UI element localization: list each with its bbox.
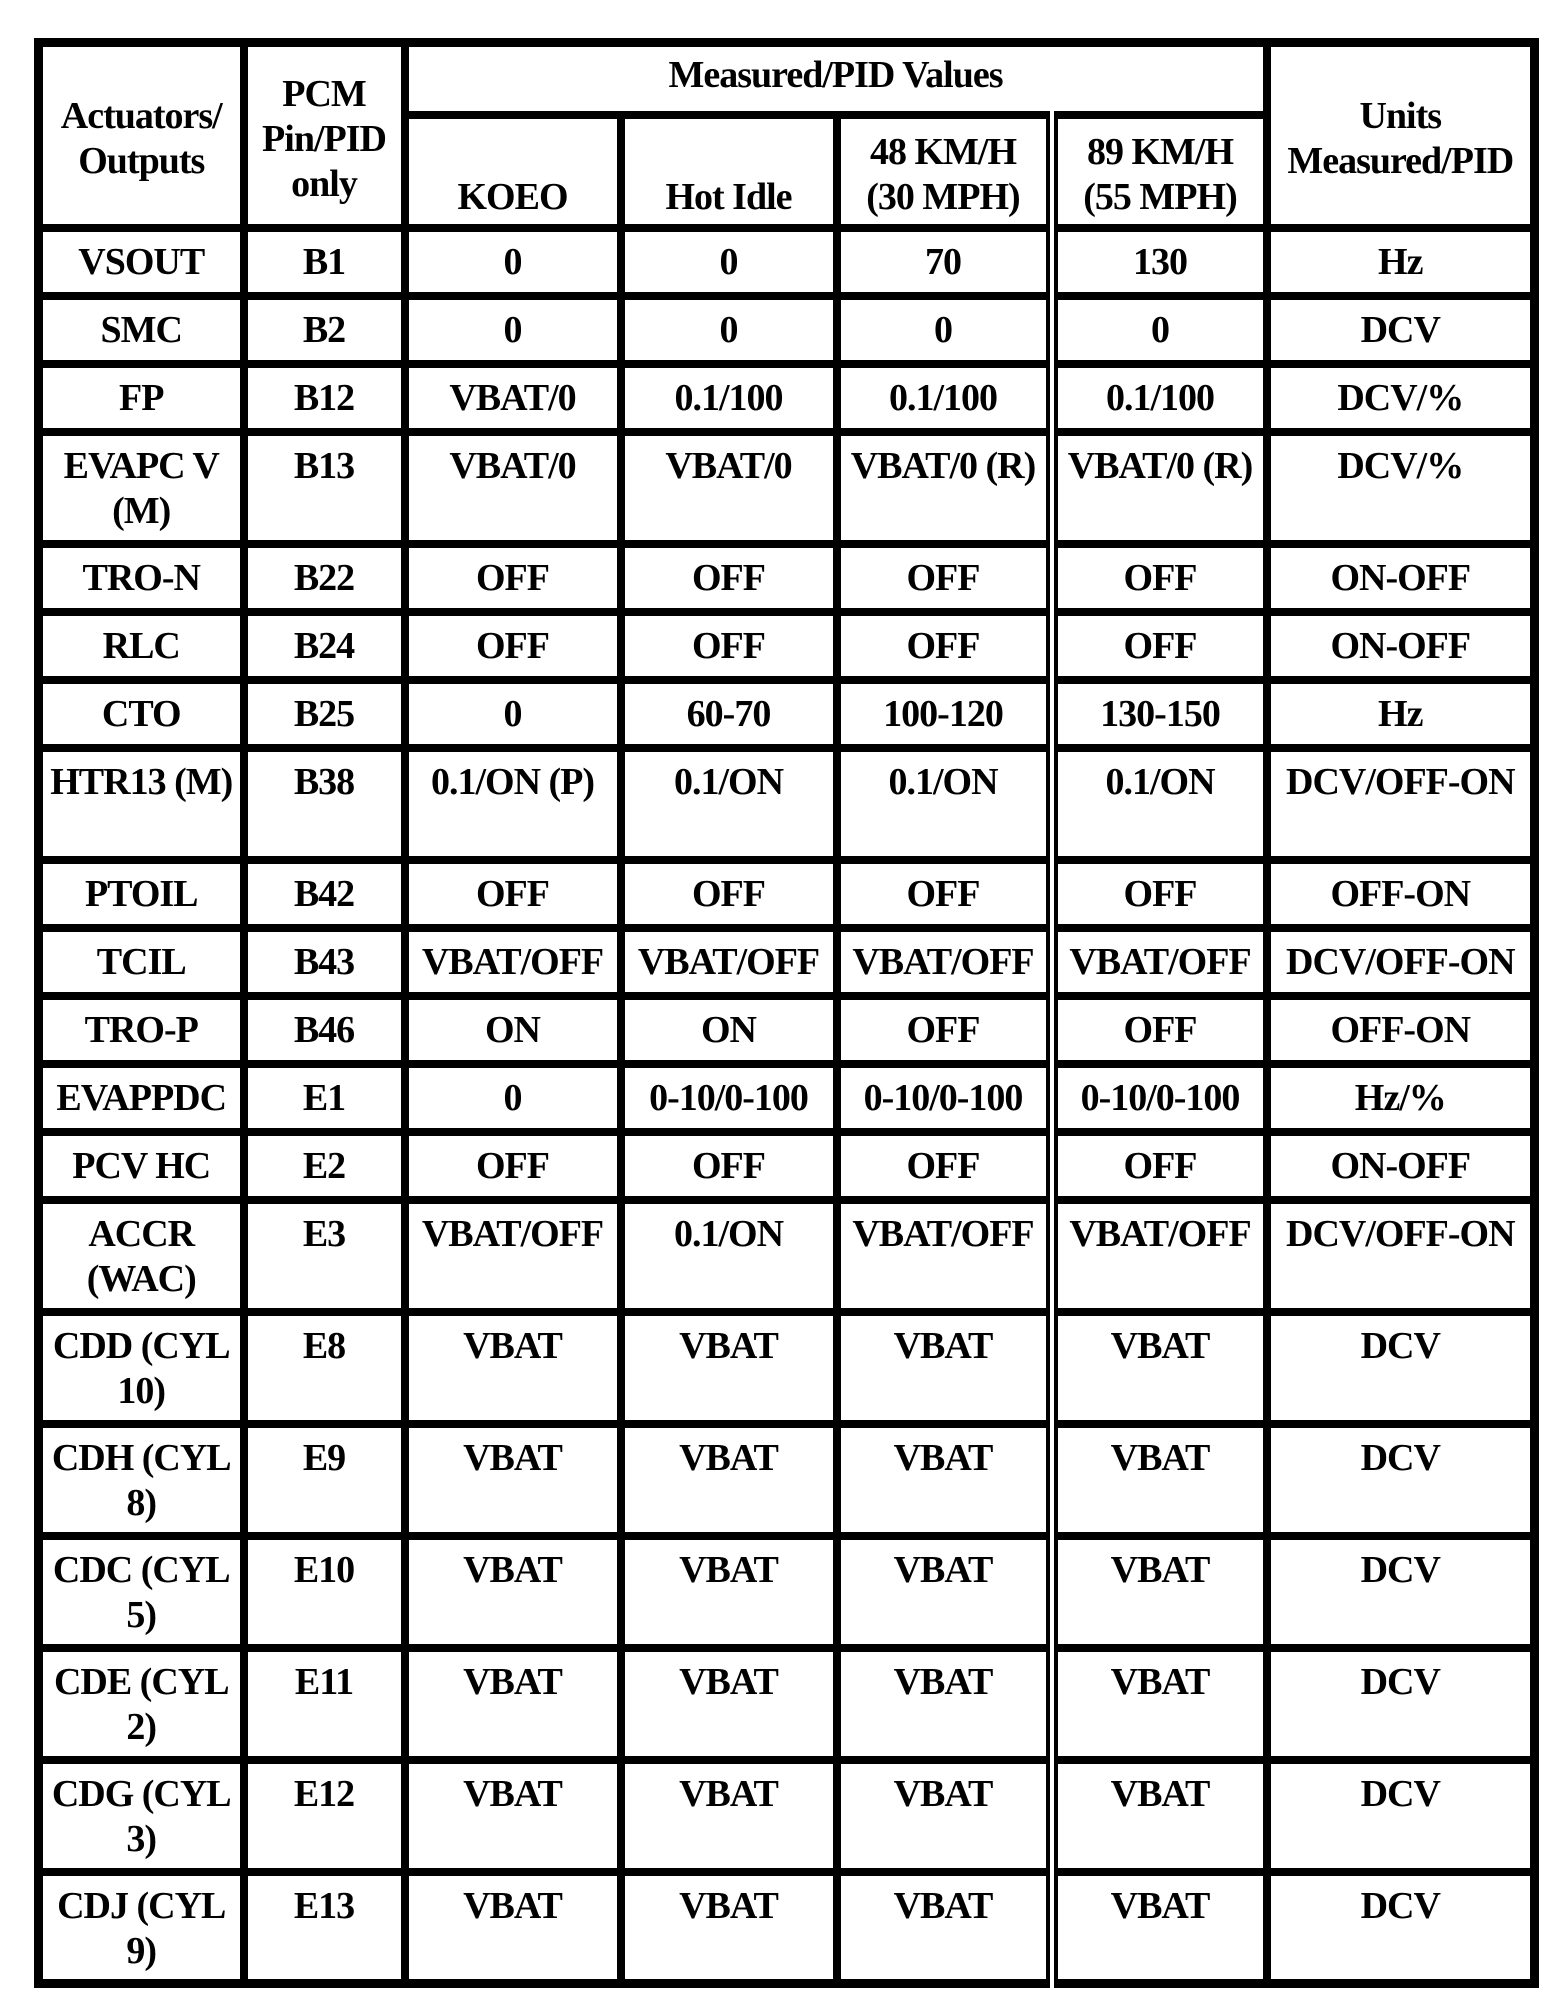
cell-89-kmh: VBAT <box>1052 1312 1267 1424</box>
cell-koeo: 0.1/ON (P) <box>405 748 621 860</box>
header-row-top <box>39 43 1535 115</box>
cell-pin: E1 <box>244 1064 405 1132</box>
cell-koeo: VBAT <box>405 1424 621 1536</box>
cell-48-kmh: VBAT <box>837 1760 1052 1872</box>
table-row <box>39 228 1535 296</box>
cell-actuator: CDC (CYL 5) <box>39 1536 244 1648</box>
cell-koeo: 0 <box>405 1064 621 1132</box>
cell-koeo: VBAT <box>405 1648 621 1760</box>
cell-pin: B46 <box>244 996 405 1064</box>
table-row <box>39 1760 1535 1872</box>
header-actuators: Actuators/ Outputs <box>39 43 244 228</box>
cell-48-kmh: 100-120 <box>837 680 1052 748</box>
cell-pin: B24 <box>244 612 405 680</box>
cell-hot-idle: 60-70 <box>621 680 837 748</box>
cell-pin: B13 <box>244 432 405 544</box>
cell-units: DCV <box>1267 1536 1535 1648</box>
cell-89-kmh: VBAT <box>1052 1760 1267 1872</box>
header-koeo: KOEO <box>405 115 621 228</box>
cell-pin: B25 <box>244 680 405 748</box>
cell-hot-idle: 0-10/0-100 <box>621 1064 837 1132</box>
cell-pin: E3 <box>244 1200 405 1312</box>
cell-units: Hz <box>1267 680 1535 748</box>
cell-units: Hz/% <box>1267 1064 1535 1132</box>
cell-pin: B12 <box>244 364 405 432</box>
cell-89-kmh: VBAT <box>1052 1536 1267 1648</box>
cell-hot-idle: 0.1/100 <box>621 364 837 432</box>
cell-koeo: VBAT/0 <box>405 364 621 432</box>
cell-89-kmh: 0-10/0-100 <box>1052 1064 1267 1132</box>
cell-48-kmh: OFF <box>837 544 1052 612</box>
cell-89-kmh: 0.1/ON <box>1052 748 1267 860</box>
table-row <box>39 1536 1535 1648</box>
cell-pin: B38 <box>244 748 405 860</box>
cell-pin: E12 <box>244 1760 405 1872</box>
cell-koeo: 0 <box>405 296 621 364</box>
cell-actuator: EVAPC V (M) <box>39 432 244 544</box>
cell-units: OFF-ON <box>1267 996 1535 1064</box>
cell-units: DCV <box>1267 1760 1535 1872</box>
cell-pin: E2 <box>244 1132 405 1200</box>
header-measured-group: Measured/PID Values <box>405 43 1267 115</box>
cell-89-kmh: VBAT/OFF <box>1052 1200 1267 1312</box>
cell-units: DCV/OFF-ON <box>1267 1200 1535 1312</box>
table-row <box>39 928 1535 996</box>
cell-pin: E9 <box>244 1424 405 1536</box>
cell-pin: B1 <box>244 228 405 296</box>
cell-48-kmh: VBAT/OFF <box>837 928 1052 996</box>
table-row <box>39 1872 1535 1984</box>
cell-pin: B43 <box>244 928 405 996</box>
cell-hot-idle: VBAT <box>621 1872 837 1984</box>
cell-89-kmh: 130 <box>1052 228 1267 296</box>
cell-koeo: 0 <box>405 680 621 748</box>
cell-hot-idle: 0 <box>621 228 837 296</box>
cell-hot-idle: 0.1/ON <box>621 748 837 860</box>
cell-48-kmh: VBAT <box>837 1648 1052 1760</box>
cell-units: ON-OFF <box>1267 612 1535 680</box>
table-row <box>39 432 1535 544</box>
cell-pin: B42 <box>244 860 405 928</box>
cell-hot-idle: VBAT/OFF <box>621 928 837 996</box>
cell-actuator: HTR13 (M) <box>39 748 244 860</box>
cell-actuator: CDD (CYL 10) <box>39 1312 244 1424</box>
cell-89-kmh: 0 <box>1052 296 1267 364</box>
table-row <box>39 1648 1535 1760</box>
cell-89-kmh: 0.1/100 <box>1052 364 1267 432</box>
cell-koeo: VBAT/OFF <box>405 1200 621 1312</box>
table-row <box>39 296 1535 364</box>
cell-koeo: VBAT <box>405 1536 621 1648</box>
table-body <box>39 228 1535 1984</box>
cell-hot-idle: OFF <box>621 1132 837 1200</box>
cell-hot-idle: OFF <box>621 612 837 680</box>
cell-48-kmh: 0-10/0-100 <box>837 1064 1052 1132</box>
cell-actuator: CDE (CYL 2) <box>39 1648 244 1760</box>
cell-48-kmh: 0 <box>837 296 1052 364</box>
cell-89-kmh: OFF <box>1052 860 1267 928</box>
cell-units: ON-OFF <box>1267 544 1535 612</box>
cell-48-kmh: 0.1/100 <box>837 364 1052 432</box>
cell-units: DCV/% <box>1267 364 1535 432</box>
header-hot-idle: Hot Idle <box>621 115 837 228</box>
cell-pin: E11 <box>244 1648 405 1760</box>
table-row <box>39 860 1535 928</box>
cell-pin: B22 <box>244 544 405 612</box>
cell-actuator: RLC <box>39 612 244 680</box>
table-row <box>39 680 1535 748</box>
header-89-kmh: 89 KM/H (55 MPH) <box>1052 115 1267 228</box>
cell-actuator: CDJ (CYL 9) <box>39 1872 244 1984</box>
table-row <box>39 612 1535 680</box>
cell-actuator: CDH (CYL 8) <box>39 1424 244 1536</box>
cell-koeo: VBAT <box>405 1312 621 1424</box>
cell-units: Hz <box>1267 228 1535 296</box>
cell-89-kmh: OFF <box>1052 1132 1267 1200</box>
cell-hot-idle: VBAT/0 <box>621 432 837 544</box>
cell-koeo: OFF <box>405 1132 621 1200</box>
cell-actuator: FP <box>39 364 244 432</box>
cell-koeo: OFF <box>405 860 621 928</box>
cell-actuator: SMC <box>39 296 244 364</box>
table-row <box>39 1312 1535 1424</box>
cell-koeo: 0 <box>405 228 621 296</box>
cell-units: ON-OFF <box>1267 1132 1535 1200</box>
cell-actuator: EVAPPDC <box>39 1064 244 1132</box>
cell-units: DCV <box>1267 296 1535 364</box>
cell-89-kmh: VBAT <box>1052 1872 1267 1984</box>
spec-table-page <box>34 38 1530 1972</box>
table-row <box>39 364 1535 432</box>
cell-actuator: CDG (CYL 3) <box>39 1760 244 1872</box>
cell-hot-idle: VBAT <box>621 1312 837 1424</box>
cell-koeo: VBAT <box>405 1872 621 1984</box>
cell-hot-idle: VBAT <box>621 1536 837 1648</box>
cell-units: OFF-ON <box>1267 860 1535 928</box>
cell-48-kmh: OFF <box>837 1132 1052 1200</box>
table-row <box>39 1424 1535 1536</box>
cell-actuator: PTOIL <box>39 860 244 928</box>
cell-actuator: TRO-P <box>39 996 244 1064</box>
table-row <box>39 544 1535 612</box>
cell-units: DCV <box>1267 1424 1535 1536</box>
cell-48-kmh: VBAT/OFF <box>837 1200 1052 1312</box>
cell-hot-idle: 0 <box>621 296 837 364</box>
header-units: Units Measured/PID <box>1267 43 1535 228</box>
cell-units: DCV <box>1267 1648 1535 1760</box>
cell-koeo: ON <box>405 996 621 1064</box>
table-row <box>39 1132 1535 1200</box>
cell-units: DCV/% <box>1267 432 1535 544</box>
cell-pin: E10 <box>244 1536 405 1648</box>
cell-48-kmh: 0.1/ON <box>837 748 1052 860</box>
cell-89-kmh: VBAT <box>1052 1424 1267 1536</box>
cell-48-kmh: OFF <box>837 996 1052 1064</box>
cell-actuator: ACCR (WAC) <box>39 1200 244 1312</box>
cell-actuator: TRO-N <box>39 544 244 612</box>
table-row <box>39 1200 1535 1312</box>
cell-hot-idle: 0.1/ON <box>621 1200 837 1312</box>
cell-89-kmh: OFF <box>1052 996 1267 1064</box>
header-pcm-pin: PCM Pin/PID only <box>244 43 405 228</box>
table-row <box>39 1064 1535 1132</box>
cell-actuator: VSOUT <box>39 228 244 296</box>
table-row <box>39 996 1535 1064</box>
cell-48-kmh: VBAT <box>837 1872 1052 1984</box>
cell-89-kmh: OFF <box>1052 544 1267 612</box>
cell-units: DCV/OFF-ON <box>1267 748 1535 860</box>
cell-48-kmh: VBAT <box>837 1536 1052 1648</box>
cell-48-kmh: OFF <box>837 612 1052 680</box>
cell-actuator: CTO <box>39 680 244 748</box>
cell-89-kmh: 130-150 <box>1052 680 1267 748</box>
cell-units: DCV <box>1267 1872 1535 1984</box>
cell-48-kmh: VBAT <box>837 1424 1052 1536</box>
cell-89-kmh: VBAT <box>1052 1648 1267 1760</box>
cell-89-kmh: VBAT/0 (R) <box>1052 432 1267 544</box>
cell-hot-idle: OFF <box>621 860 837 928</box>
cell-48-kmh: VBAT/0 (R) <box>837 432 1052 544</box>
cell-actuator: TCIL <box>39 928 244 996</box>
cell-actuator: PCV HC <box>39 1132 244 1200</box>
cell-48-kmh: OFF <box>837 860 1052 928</box>
cell-koeo: VBAT <box>405 1760 621 1872</box>
cell-89-kmh: VBAT/OFF <box>1052 928 1267 996</box>
cell-hot-idle: VBAT <box>621 1760 837 1872</box>
cell-units: DCV <box>1267 1312 1535 1424</box>
cell-koeo: OFF <box>405 544 621 612</box>
cell-pin: B2 <box>244 296 405 364</box>
table-row <box>39 748 1535 860</box>
cell-hot-idle: VBAT <box>621 1648 837 1760</box>
header-48-kmh: 48 KM/H (30 MPH) <box>837 115 1052 228</box>
cell-units: DCV/OFF-ON <box>1267 928 1535 996</box>
cell-48-kmh: VBAT <box>837 1312 1052 1424</box>
cell-hot-idle: OFF <box>621 544 837 612</box>
cell-koeo: VBAT/OFF <box>405 928 621 996</box>
cell-48-kmh: 70 <box>837 228 1052 296</box>
cell-koeo: VBAT/0 <box>405 432 621 544</box>
cell-89-kmh: OFF <box>1052 612 1267 680</box>
cell-pin: E13 <box>244 1872 405 1984</box>
cell-hot-idle: ON <box>621 996 837 1064</box>
cell-hot-idle: VBAT <box>621 1424 837 1536</box>
cell-koeo: OFF <box>405 612 621 680</box>
pid-values-table <box>34 38 1539 1988</box>
cell-pin: E8 <box>244 1312 405 1424</box>
